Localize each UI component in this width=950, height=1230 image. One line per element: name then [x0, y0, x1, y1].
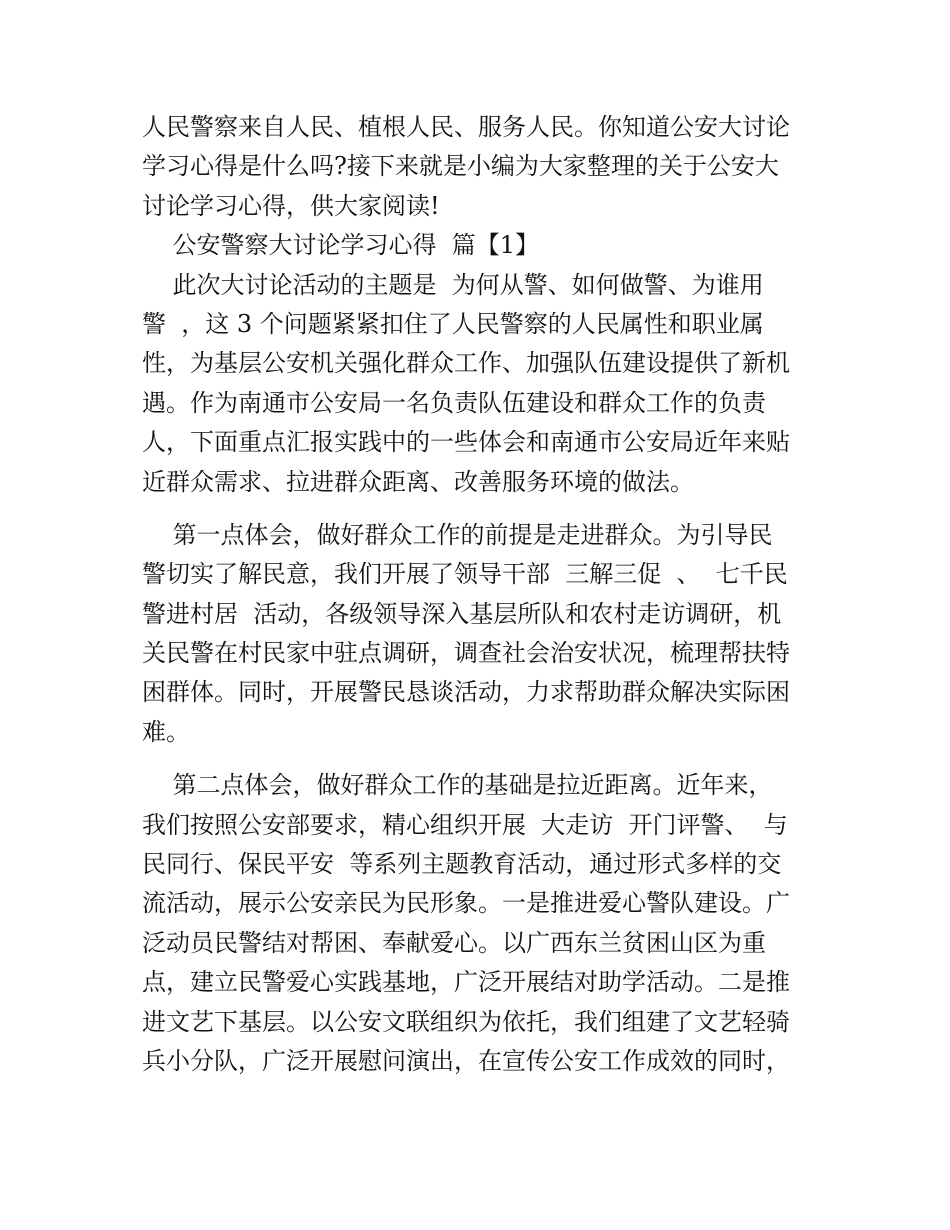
paragraph-spacer	[142, 752, 814, 766]
paragraph-2-line: 第一点体会，做好群众工作的前提是走进群众。为引导民	[142, 520, 773, 549]
paragraph-2-line: 关民警在村民家中驻点调研，调查社会治安状况，梳理帮扶特	[142, 639, 790, 668]
paragraph-1-line: 人，下面重点汇报实践中的一些体会和南通市公安局近年来贴	[142, 428, 790, 457]
paragraph-3-line: 我们按照公安部要求，精心组织开展 大走访 开门评警、 与	[142, 810, 788, 839]
paragraph-1-line: 遇。作为南通市公安局一名负责队伍建设和群众工作的负责	[142, 388, 766, 417]
paragraph-3-line: 流活动，展示公安亲民为民形象。一是推进爱心警队建设。广	[142, 889, 790, 918]
paragraph-2-line: 困群体。同时，开展警民恳谈活动，力求帮助群众解决实际困	[142, 678, 790, 707]
paragraph-2-line: 难。	[142, 717, 190, 746]
paragraph-1-line: 近群众需求、拉进群众距离、改善服务环境的做法。	[142, 467, 694, 496]
paragraph-3-line: 点，建立民警爱心实践基地，广泛开展结对助学活动。二是推	[142, 968, 790, 997]
intro-line: 人民警察来自人民、植根人民、服务人民。你知道公安大讨论	[142, 113, 790, 141]
paragraph-3-line: 进文艺下基层。以公安文联组织为依托，我们组建了文艺轻骑	[142, 1007, 790, 1036]
paragraph-3-line: 泛动员民警结对帮困、奉献爱心。以广西东兰贫困山区为重	[142, 928, 766, 957]
section-heading: 公安警察大讨论学习心得 篇【1】	[142, 231, 540, 260]
intro-line: 讨论学习心得，供大家阅读!	[142, 191, 440, 220]
paragraph-spacer	[142, 502, 814, 516]
document-body	[142, 108, 814, 1081]
paragraph-1-line: 性，为基层公安机关强化群众工作、加强队伍建设提供了新机	[142, 349, 790, 378]
intro-line: 学习心得是什么吗?接下来就是小编为大家整理的关于公安大	[142, 152, 779, 181]
paragraph-2-line: 警切实了解民意，我们开展了领导干部 三解三促 、 七千民	[142, 560, 788, 589]
paragraph-1-line: 警 ，这 3 个问题紧紧扣住了人民警察的人民属性和职业属	[142, 309, 764, 338]
paragraph-3-line: 民同行、保民平安 等系列主题教育活动，通过形式多样的交	[142, 850, 782, 879]
paragraph-3-line: 第二点体会，做好群众工作的基础是拉近距离。近年来，	[142, 771, 773, 800]
paragraph-2-line: 警进村居 活动，各级领导深入基层所队和农村走访调研，机	[142, 599, 782, 628]
paragraph-3-line: 兵小分队，广泛开展慰问演出，在宣传公安工作成效的同时，	[142, 1046, 790, 1075]
paragraph-1-line: 此次大讨论活动的主题是 为何从警、如何做警、为谁用	[142, 270, 764, 299]
